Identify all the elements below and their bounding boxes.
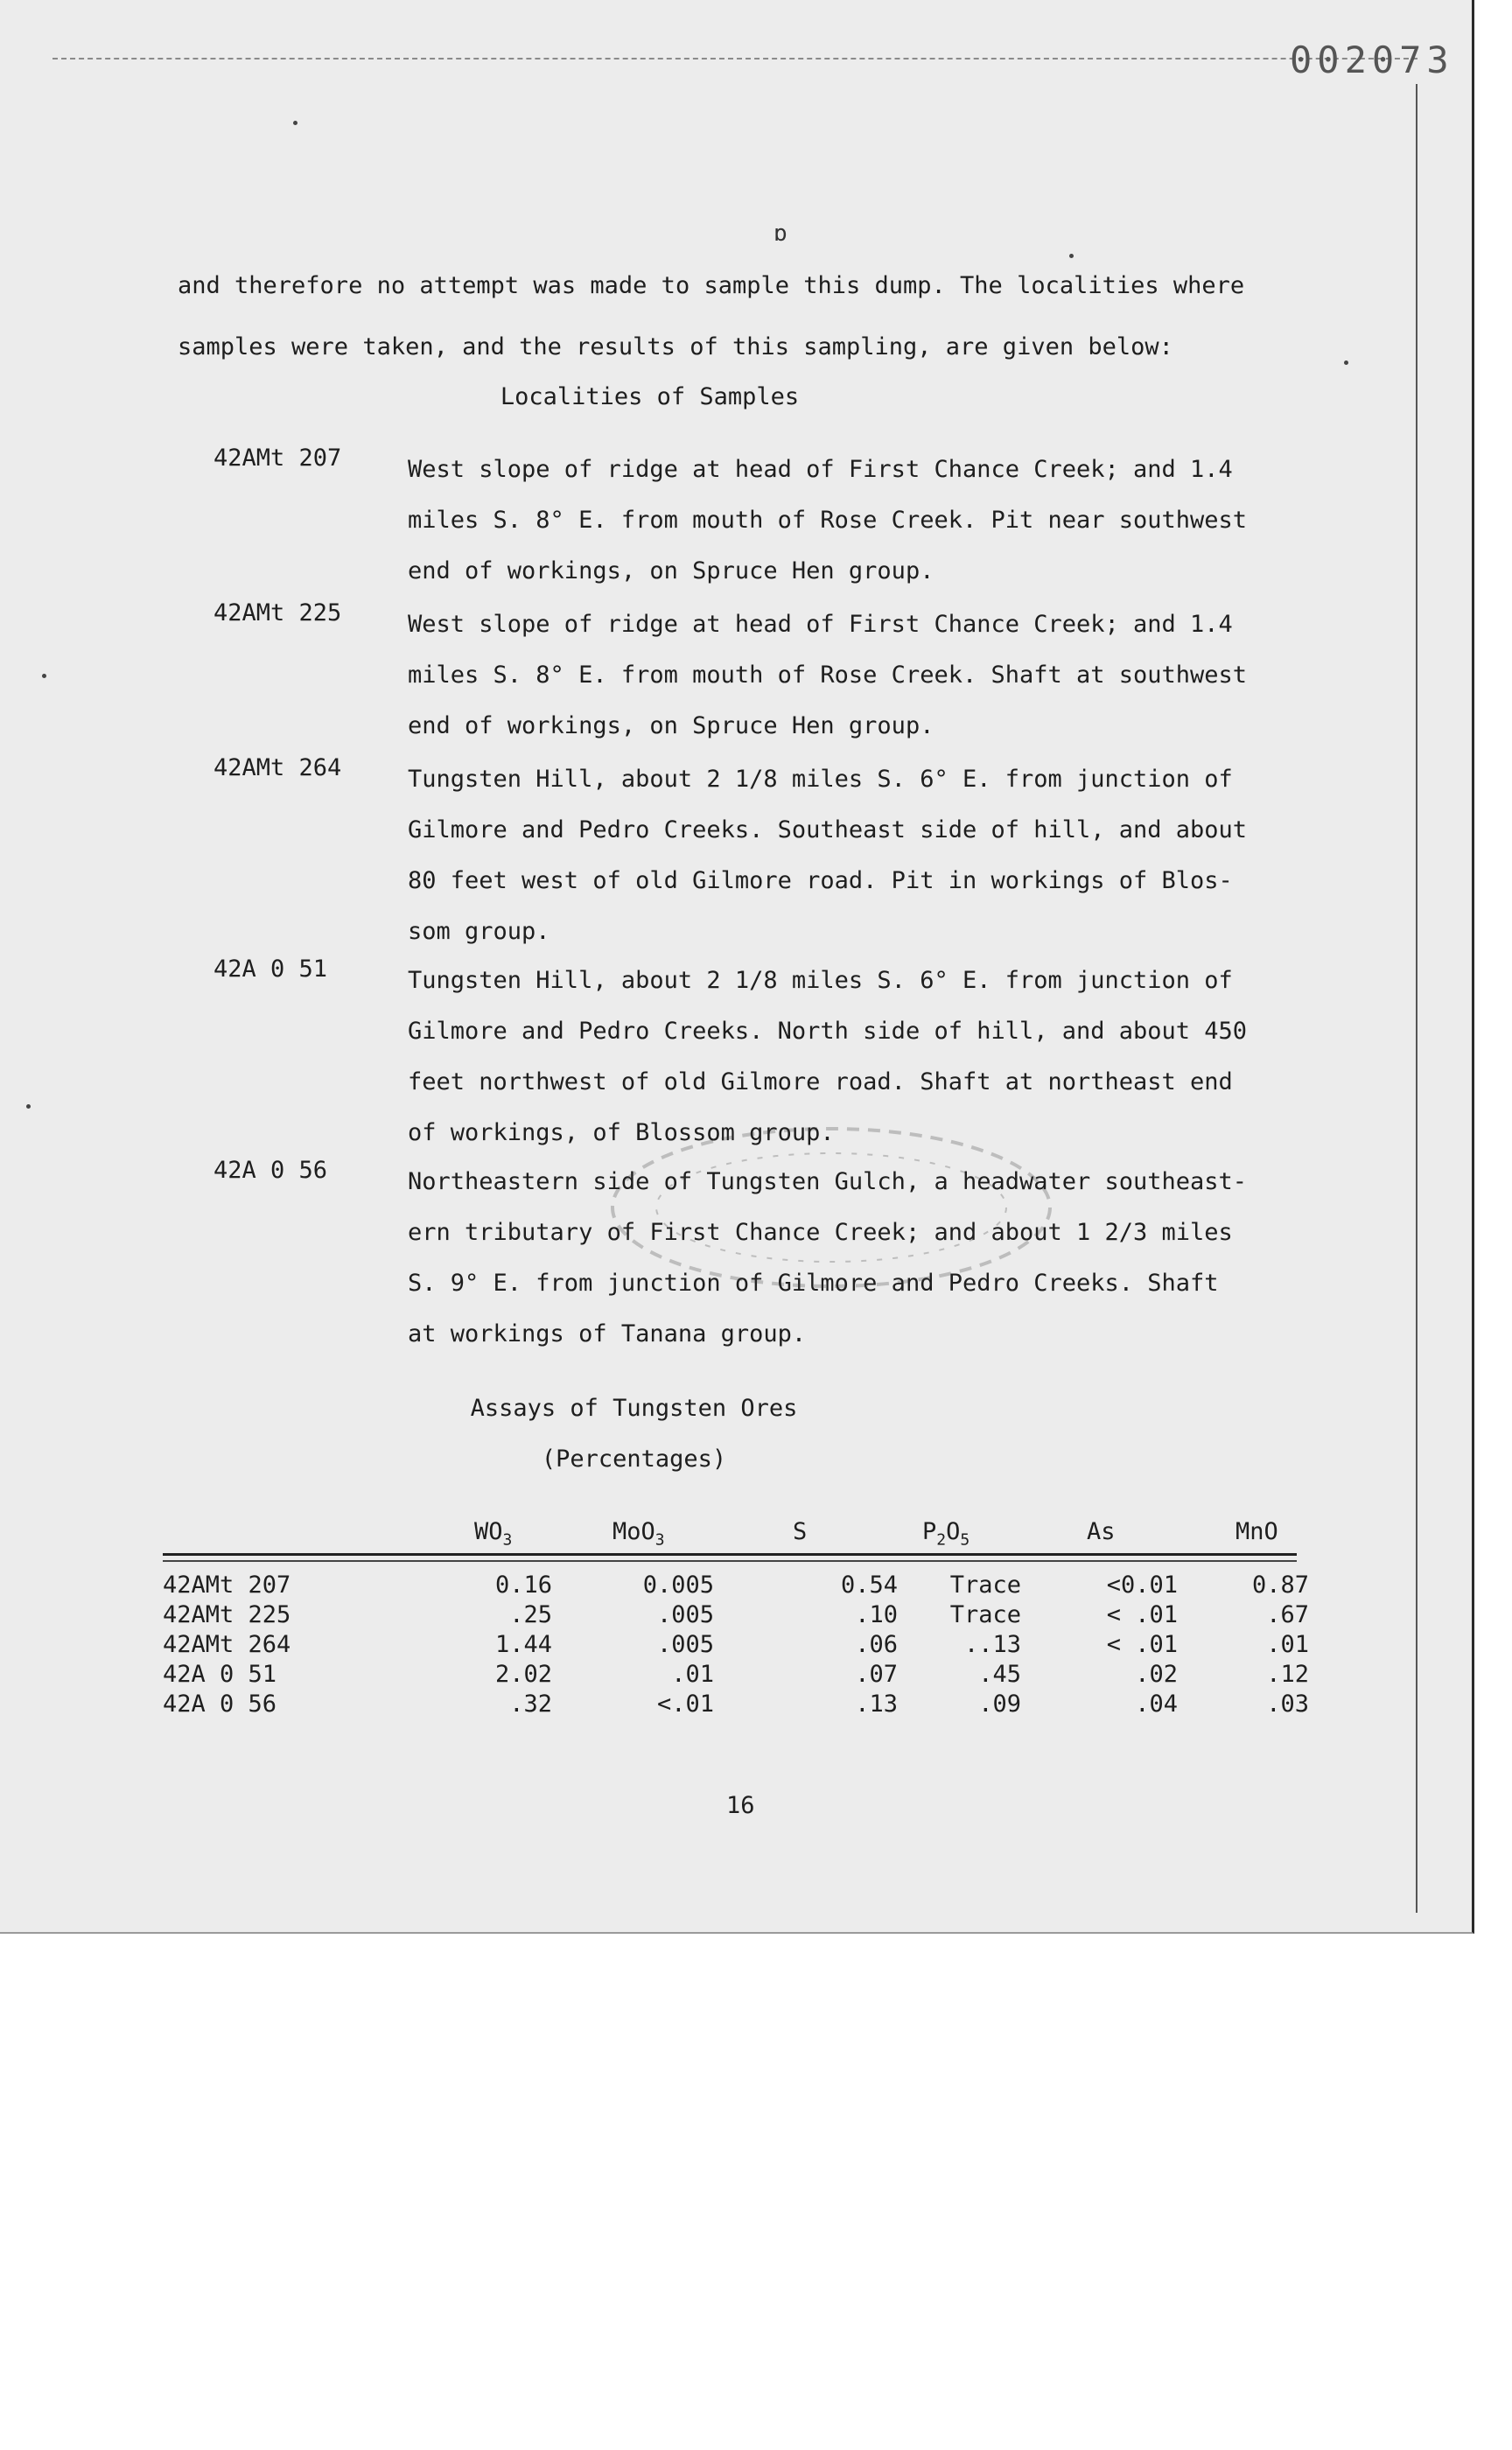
description-line: Tungsten Hill, about 2 1/8 miles S. 6° E. from junction of	[408, 766, 1233, 793]
cell-p2o5: Trace	[949, 1601, 1021, 1628]
cell-sample: 42A 0 51	[163, 1661, 277, 1688]
cell-p2o5: ..13	[963, 1631, 1021, 1658]
assays-heading: Assays of Tungsten Ores	[470, 1395, 798, 1422]
description-line: miles S. 8° E. from mouth of Rose Creek. Shaft at southwest	[408, 662, 1248, 689]
cell-moo3: .01	[671, 1661, 714, 1688]
cell-mno: .03	[1266, 1690, 1309, 1718]
localities-heading: Localities of Samples	[500, 383, 800, 410]
table-rule-top	[163, 1553, 1297, 1556]
description-line: West slope of ridge at head of First Chance Creek; and 1.4	[408, 611, 1233, 638]
table-row	[163, 1601, 1309, 1631]
assays-subheading: (Percentages)	[541, 1446, 727, 1473]
table-rule-bottom	[163, 1560, 1297, 1562]
description-line: 80 feet west of old Gilmore road. Pit in workings of Blos-	[408, 867, 1233, 894]
cell-mno: .01	[1266, 1631, 1309, 1658]
sample-description	[408, 444, 1344, 597]
cell-mno: .67	[1266, 1601, 1309, 1628]
cell-sample: 42AMt 264	[163, 1631, 291, 1658]
scan-speck	[1344, 360, 1348, 365]
cell-wo3: .32	[509, 1690, 552, 1718]
cell-moo3: .005	[656, 1631, 714, 1658]
description-line: end of workings, on Spruce Hen group.	[408, 557, 934, 584]
sample-id: 42A 0 51	[214, 956, 328, 983]
description-line: feet northwest of old Gilmore road. Shaft at northeast end	[408, 1068, 1233, 1096]
intro-line-2: samples were taken, and the results of this sampling, are given below:	[178, 333, 1173, 360]
description-line: Gilmore and Pedro Creeks. Southeast side of hill, and about	[408, 816, 1248, 844]
intro-paragraph	[178, 256, 1315, 378]
cell-mno: 0.87	[1251, 1572, 1309, 1599]
column-header-s: S	[793, 1518, 808, 1545]
table-row	[163, 1661, 1309, 1690]
scan-speck	[293, 121, 298, 125]
sample-id: 42AMt 264	[214, 754, 342, 781]
description-line: end of workings, on Spruce Hen group.	[408, 712, 934, 739]
cell-s: .06	[855, 1631, 898, 1658]
column-header-as: As	[1087, 1518, 1116, 1545]
page-mark: ɒ	[774, 220, 788, 247]
cell-wo3: 0.16	[494, 1572, 552, 1599]
cell-p2o5: .09	[978, 1690, 1021, 1718]
scan-speck	[42, 674, 46, 678]
column-header-mno: MnO	[1236, 1518, 1278, 1545]
cell-mno: .12	[1266, 1661, 1309, 1688]
cell-p2o5: Trace	[949, 1572, 1021, 1599]
scan-speck	[1069, 254, 1074, 258]
intro-line-1: and therefore no attempt was made to sample this dump. The localities where	[178, 272, 1245, 299]
faded-stamp-mark	[542, 1102, 1155, 1330]
description-line: S. 9° E. from junction of Gilmore and Pedro Creeks. Shaft	[408, 1270, 1219, 1297]
description-line: at workings of Tanana group.	[408, 1320, 807, 1348]
description-line: Gilmore and Pedro Creeks. North side of hill, and about 450	[408, 1018, 1248, 1045]
cell-as: .02	[1135, 1661, 1178, 1688]
column-header-moo3: MoO$_3$	[612, 1518, 665, 1550]
description-line: of workings, of Blossom group.	[408, 1119, 835, 1146]
cell-wo3: 1.44	[494, 1631, 552, 1658]
assay-table-body	[163, 1572, 1309, 1720]
description-line: Northeastern side of Tungsten Gulch, a headwater southeast-	[408, 1168, 1248, 1195]
cell-s: 0.54	[840, 1572, 898, 1599]
sample-id: 42AMt 225	[214, 599, 342, 626]
cell-as: <0.01	[1106, 1572, 1178, 1599]
cell-as: .04	[1135, 1690, 1178, 1718]
cell-as: < .01	[1106, 1631, 1178, 1658]
document-number: 002073	[1290, 38, 1454, 81]
cell-s: .13	[855, 1690, 898, 1718]
table-row	[163, 1572, 1309, 1601]
column-header-p2o5: $P_2O_5$	[922, 1518, 970, 1550]
description-line: West slope of ridge at head of First Chance Creek; and 1.4	[408, 456, 1233, 483]
sample-id: 42AMt 207	[214, 444, 342, 472]
cell-sample: 42AMt 225	[163, 1601, 291, 1628]
cell-s: .07	[855, 1661, 898, 1688]
sample-id: 42A 0 56	[214, 1157, 328, 1184]
description-line: Tungsten Hill, about 2 1/8 miles S. 6° E. from junction of	[408, 967, 1233, 994]
assay-table-header	[163, 1518, 1300, 1553]
sample-description	[408, 599, 1344, 752]
cell-sample: 42AMt 207	[163, 1572, 291, 1599]
description-line: som group.	[408, 918, 550, 945]
cell-moo3: <.01	[656, 1690, 714, 1718]
right-margin-rule	[1416, 84, 1418, 1913]
cell-wo3: .25	[509, 1601, 552, 1628]
cell-as: < .01	[1106, 1601, 1178, 1628]
description-line: ern tributary of First Chance Creek; and about 1 2/3 miles	[408, 1219, 1233, 1246]
cell-moo3: 0.005	[642, 1572, 714, 1599]
description-line: miles S. 8° E. from mouth of Rose Creek. Pit near southwest	[408, 507, 1248, 534]
cell-wo3: 2.02	[494, 1661, 552, 1688]
cell-sample: 42A 0 56	[163, 1690, 277, 1718]
top-dashed-rule	[52, 58, 1418, 60]
cell-p2o5: .45	[978, 1661, 1021, 1688]
sample-description	[408, 754, 1344, 957]
table-row	[163, 1690, 1309, 1720]
column-header-wo3: $WO_3$	[474, 1518, 513, 1550]
page-number: 16	[726, 1792, 755, 1819]
cell-s: .10	[855, 1601, 898, 1628]
cell-moo3: .005	[656, 1601, 714, 1628]
table-row	[163, 1631, 1309, 1661]
scan-speck	[26, 1104, 31, 1109]
